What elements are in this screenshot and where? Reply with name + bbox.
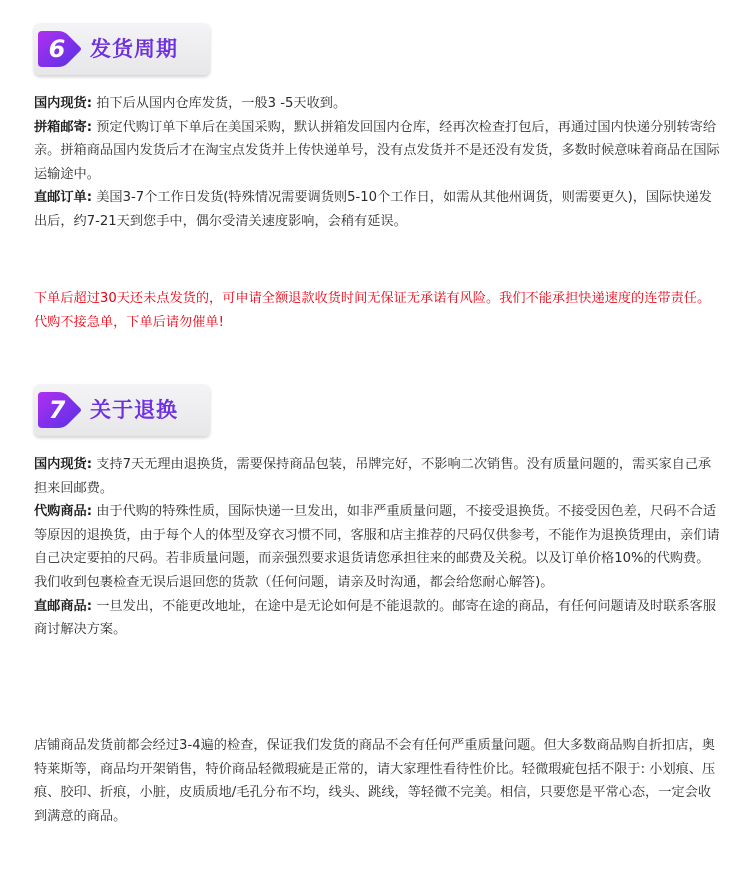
- quality-footer: 店铺商品发货前都会经过3-4遍的检查，保证我们发货的商品不会有任何严重质量问题。但大多数商品购自折扣店，奥特莱斯等，商品均开架销售，特价商品轻微瑕疵是正常的，请大家理性看待性价比。轻微瑕疵包括不限于: 小划痕、压痕、胶印、折痕，小脏，皮质质地/毛孔分布不均，线头、跳线，等轻微不完美。相信，只要您是平常心态，一定会收到满意的商品。: [34, 738, 716, 824]
- number-badge: [38, 29, 82, 69]
- section-header-returns: [34, 384, 210, 436]
- item-text: 预定代购订单下单后在美国采购，默认拼箱发回国内仓库，经再次检查打包后，再通过国内快递分别转寄给亲。拼箱商品国内发货后才在淘宝点发货并上传快递单号，没有点发货并不是还没有发货，多数时候意味着商品在国际运输途中。: [34, 119, 720, 182]
- list-item: [34, 500, 722, 594]
- item-text: 由于代购的特殊性质，国际快递一旦发出，如非严重质量问题，不接受退换货。不接受因色差，尺码不合适等原因的退换货，由于每个人的体型及穿衣习惯不同，客服和店主推荐的尺码仅供参考，不能作为退换货理由，亲们请自己决定要拍的尺码。若非质量问题，而亲强烈要求退货请您承担往来的邮费及关税。以及订单价格10%的代购费。我们收到包裹检查无误后退回您的货款（任何问题，请亲及时沟通，都会给您耐心解答)。: [34, 504, 720, 590]
- item-label: 国内现货:: [34, 96, 93, 111]
- item-text: 支持7天无理由退换货，需要保持商品包装，吊牌完好，不影响二次销售。没有质量问题的，需买家自己承担来回邮费。: [34, 457, 712, 496]
- list-item: [34, 116, 722, 187]
- list-item: [34, 186, 722, 233]
- list-item: [34, 453, 722, 500]
- item-label: 直邮订单:: [34, 190, 93, 206]
- item-label: 直邮商品:: [34, 598, 93, 614]
- section-number: 7: [48, 396, 66, 424]
- returns-details: [34, 453, 722, 642]
- shipping-details: [34, 92, 722, 234]
- section-header-shipping: [34, 23, 210, 75]
- item-text: 美国3-7个工作日发货(特殊情况需要调货则5-10个工作日，如需从其他州调货，则需要更久)，国际快递发出后，约7-21天到您手中，偶尔受清关速度影响，会稍有延误。: [34, 190, 712, 229]
- section-number: 6: [48, 35, 66, 63]
- item-label: 拼箱邮寄:: [34, 119, 93, 135]
- list-item: [34, 595, 722, 642]
- list-item: [34, 92, 722, 116]
- item-label: 代购商品:: [34, 504, 93, 520]
- shipping-notice: 下单后超过30天还未点发货的，可申请全额退款收货时间无保证无承诺有风险。我们不能承担快递速度的连带责任。代购不接急单，下单后请勿催单!: [34, 291, 711, 330]
- item-text: 拍下后从国内仓库发货，一般3 -5天收到。: [92, 96, 347, 111]
- item-label: 国内现货:: [34, 457, 93, 472]
- item-text: 一旦发出，不能更改地址，在途中是无论如何是不能退款的。邮寄在途的商品，有任何问题请及时联系客服商讨解决方案。: [34, 598, 717, 638]
- section-title: 关于退换: [90, 398, 178, 422]
- number-badge: [38, 390, 82, 430]
- section-title: 发货周期: [90, 37, 178, 61]
